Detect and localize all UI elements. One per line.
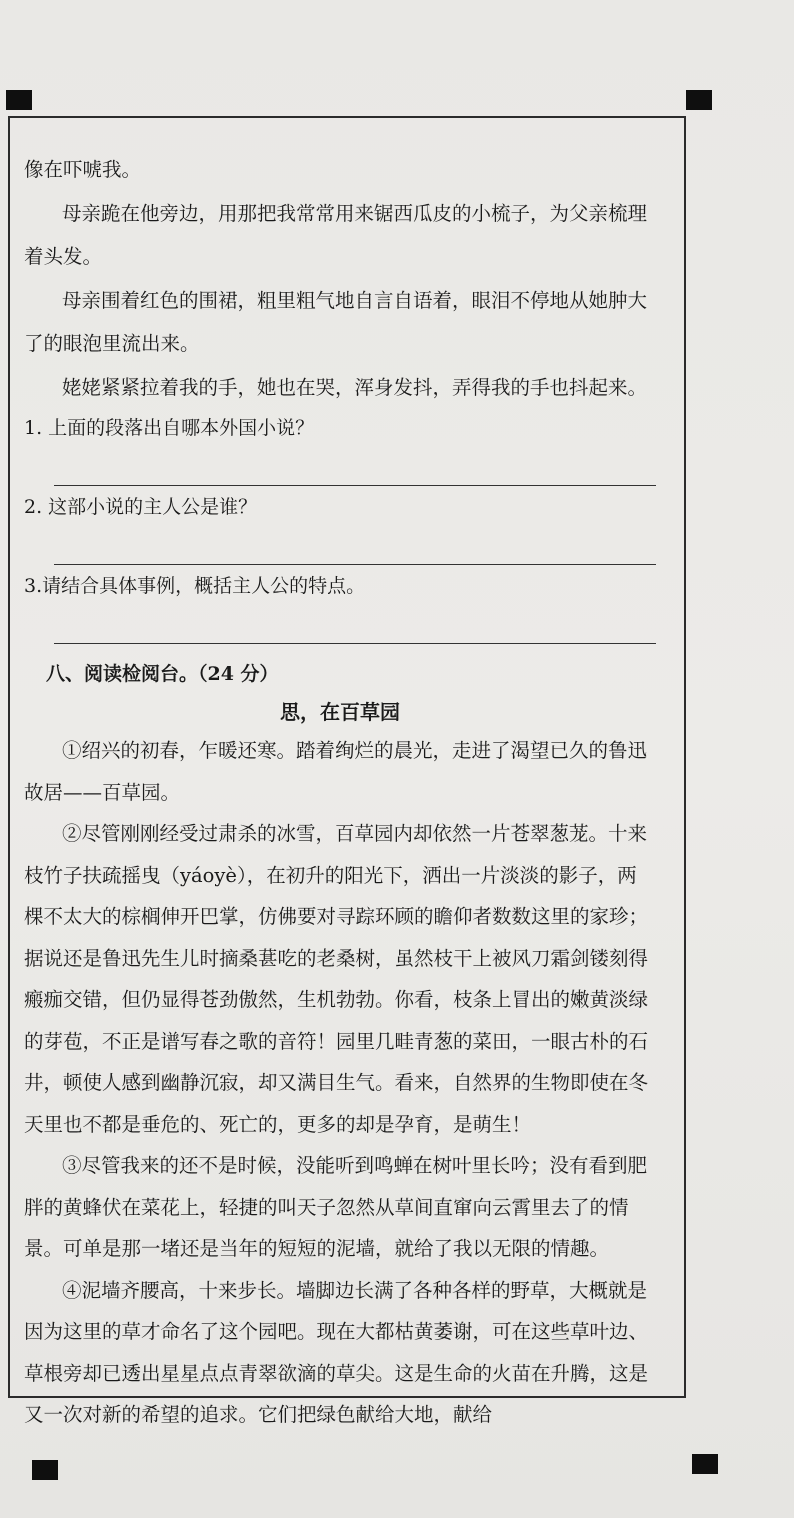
section-heading: 八、阅读检阅台。（24 分） — [46, 663, 279, 685]
question-3: 3.请结合具体事例，概括主人公的特点。 — [24, 575, 366, 597]
answer-line-2[interactable] — [54, 526, 656, 565]
passage-paragraph-2: 母亲跪在他旁边，用那把我常常用来锯西瓜皮的小梳子，为父亲梳理着头发。 — [24, 201, 648, 268]
question-1: 1. 上面的段落出自哪本外国小说？ — [24, 417, 315, 439]
article-title: 思，在百草园 — [280, 700, 400, 724]
question-2: 2. 这部小说的主人公是谁？ — [24, 496, 258, 518]
article-paragraph-3: ③尽管我来的还不是时候，没能听到鸣蝉在树叶里长吟；没有看到肥胖的黄蜂伏在菜花上，轻捷的叫天子忽然从草间直窜向云霄里去了的情景。可单是那一堵还是当年的短短的泥墙，就给了我以无限的情趣。 — [24, 1154, 648, 1260]
registration-mark-bottom-right — [692, 1454, 718, 1474]
registration-mark-top-right — [686, 90, 712, 110]
article-paragraph-4: ④泥墙齐腰高，十来步长。墙脚边长满了各种各样的野草，大概就是因为这里的草才命名了这个园吧。现在大都枯黄萎谢，可在这些草叶边、草根旁却已透出星星点点青翠欲滴的草尖。这是生命的火苗在升腾，这是又一次对新的希望的追求。它们把绿色献给大地，献给 — [24, 1278, 649, 1426]
answer-line-3[interactable] — [54, 605, 656, 644]
registration-mark-top-left — [6, 90, 32, 110]
passage-line-1: 像在吓唬我。 — [24, 158, 142, 181]
registration-mark-bottom-left — [32, 1460, 58, 1480]
article-paragraph-1: ①绍兴的初春，乍暖还寒。踏着绚烂的晨光，走进了渴望已久的鲁迅故居——百草园。 — [24, 739, 648, 804]
content-frame — [8, 116, 686, 1426]
passage-paragraph-4: 姥姥紧紧拉着我的手，她也在哭，浑身发抖，弄得我的手也抖起来。 — [62, 375, 648, 399]
article-paragraph-2: ②尽管刚刚经受过肃杀的冰雪，百草园内却依然一片苍翠葱茏。十来枝竹子扶疏摇曳（yáoyè），在初升的阳光下，洒出一片淡淡的影子，两棵不太大的棕榈伸开巴掌，仿佛要对寻踪环顾的瞻仰者数数这里的家珍；据说还是鲁迅先生儿时摘桑葚吃的老桑树，虽然枝干上被风刀霜剑镂刻得瘢痂交错，但仍显得苍劲傲然，生机勃勃。你看，枝条上冒出的嫩黄淡绿的芽苞，不正是谱写春之歌的音符！园里几畦青葱的菜田，一眼古朴的石井，顿使人感到幽静沉寂，却又满目生气。看来，自然界的生物即使在冬天里也不都是垂危的、死亡的，更多的却是孕育，是萌生！ — [24, 822, 649, 1136]
answer-line-1[interactable] — [54, 447, 656, 486]
passage-paragraph-3: 母亲围着红色的围裙，粗里粗气地自言自语着，眼泪不停地从她肿大了的眼泡里流出来。 — [24, 288, 648, 355]
